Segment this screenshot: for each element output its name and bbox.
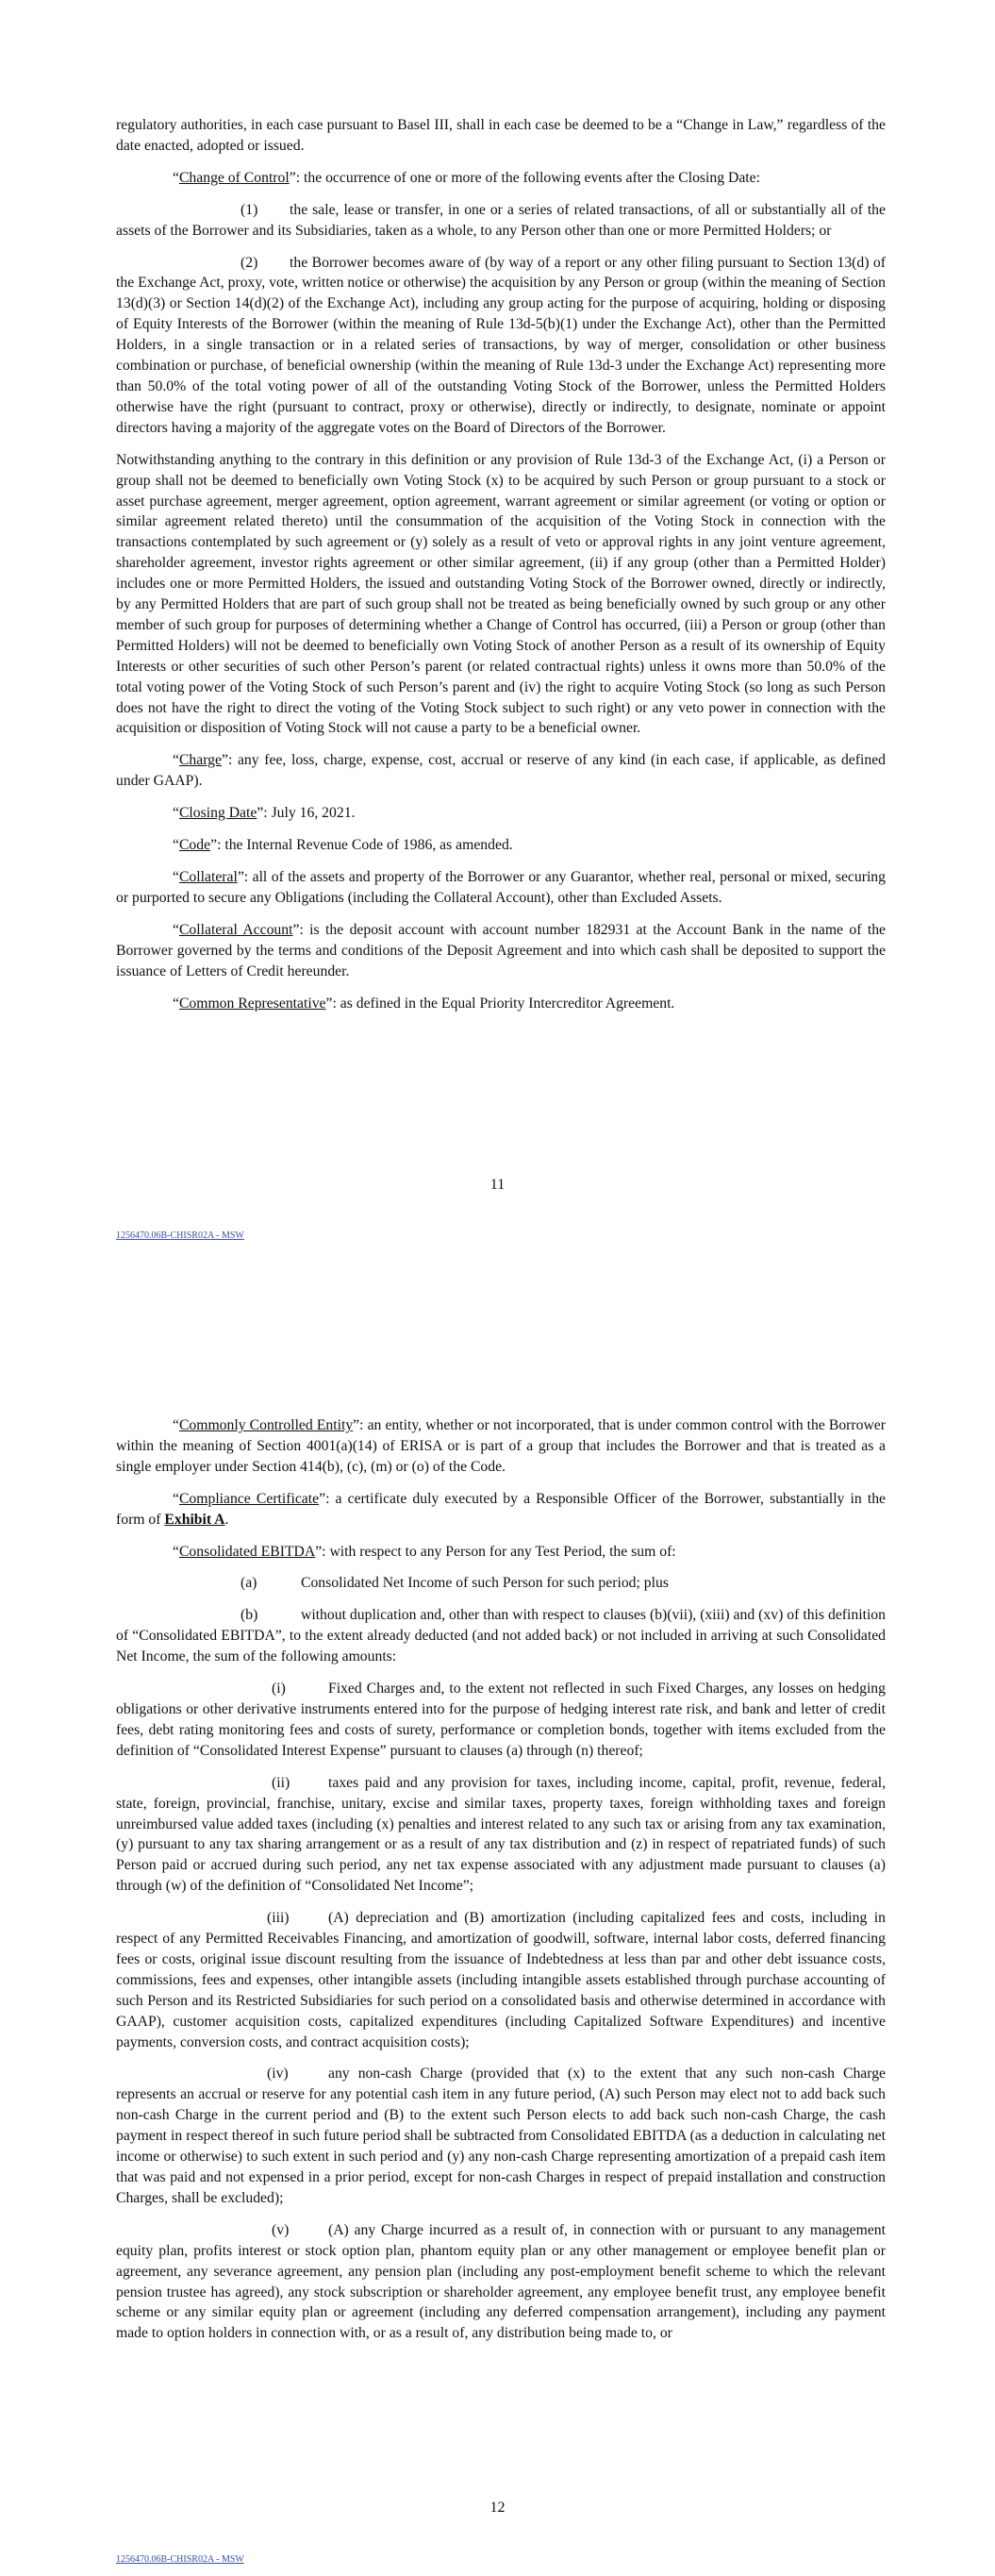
defined-term: Common Representative (178, 995, 326, 1012)
clause-text: any non-cash Charge (provided that (x) to the extent that any such non-cash Charge represents an accrual or reserve for any potential cash item in any future period, (A) such Person may elect not to add back such non-cash Charge in the current period and (B) to the extent such Person elects to add back such non-cash Charge, the cash payment in respect thereof in such future period shall be subtracted from Consolidated EBITDA (as a deduction in calculating net income or otherwise) to such extent in such period and (y) any non-cash Charge representing amortization of a prepaid cash item that was paid and not expensed in a prior period, except for non-cash Charges in respect of prepaid installation and construction Charges, shall be excluded); (116, 2066, 886, 2206)
definition-code: “Code”: the Internal Revenue Code of 1986, as amended. (173, 837, 513, 854)
clause-text: (A) any Charge incurred as a result of, in connection with or pursuant to any management equity plan, profits interest or stock option plan, phantom equity plan or any other management or employee benefit plan or agreement, any severance agreement, any pension plan (including any post-employment benefit scheme to which the relevant pension trustee has agreed), any stock subscription or shareholder agreement, any employee benefit trust, any employee benefit scheme or any similar equity plan or agreement (including any deferred compensation arrangement), including any payment made to option holders in connection with, or as a result of, any distribution being made to, or (116, 2221, 886, 2342)
clause-text: the sale, lease or transfer, in one or a series of related transactions, of all or substantially all of the assets of the Borrower and its Subsidiaries, taken as a whole, to any Person other than one or more Permitted Holders; or (116, 201, 886, 239)
definition-text: : the Internal Revenue Code of 1986, as amended. (217, 837, 513, 854)
clause-text: (A) depreciation and (B) amortization (including capitalized fees and costs, including in respect of any Permitted Receivables Financing, and amortization of goodwill, software, internal labor costs, deferred financing fees or costs, original issue discount resulting from the issuance of Indebtedness at less than par and other debt issuance costs, commissions, fees and expenses, other intangible assets (including intangible assets established through purchase accounting of such Person and its Restricted Subsidiaries for such period on a consolidated basis and otherwise determined in accordance with GAAP), customer acquisition costs, capitalized expenditures (including Capitalized Software Expenditures) and incentive payments, conversion costs, and contract acquisition costs); (116, 1910, 886, 2050)
definition-text: : as defined in the Equal Priority Intercreditor Agreement. (332, 995, 675, 1012)
clause-number: (1) (240, 201, 258, 218)
definition-collateral: “Collateral”: all of the assets and property of the Borrower or any Guarantor, whether real, personal or mixed, securing or purported to secure any Obligations (including the Collateral Account), other than Excluded Assets. (116, 869, 886, 906)
clause-iv (116, 2064, 886, 2208)
clause-a (116, 1573, 886, 1594)
clause-number: (2) (240, 254, 258, 271)
defined-term: Compliance Certificate (178, 1490, 320, 1507)
clause-1 (116, 200, 886, 242)
document-footer-link[interactable]: 1256470.06B-CHISR02A - MSW (116, 1230, 244, 1241)
defined-term: Commonly Controlled Entity (178, 1417, 354, 1433)
clause-number: (b) (240, 1607, 258, 1624)
definition-text-end: . (224, 1511, 229, 1528)
defined-term: Code (178, 837, 211, 854)
exhibit-reference: Exhibit A (164, 1511, 225, 1528)
clause-number: (ii) (272, 1774, 290, 1791)
definition-collateral-account: “Collateral Account”: is the deposit account with account number 182931 at the Account Bank in the name of the Borrower governed by the terms and conditions of the Deposit Agreement and into which cash shall be deposited to support the issuance of Letters of Credit hereunder. (116, 921, 886, 979)
page-number: 11 (489, 1177, 506, 1193)
paragraph-change-in-law-continued: regulatory authorities, in each case pursuant to Basel III, shall in each case be deemed to be a “Change in Law,” regardless of the date enacted, adopted or issued. (116, 117, 886, 154)
definition-common-representative: “Common Representative”: as defined in the Equal Priority Intercreditor Agreement. (173, 995, 675, 1012)
definition-text: : with respect to any Person for any Test Period, the sum of: (322, 1543, 676, 1560)
definition-compliance-certificate: “Compliance Certificate”: a certificate duly executed by a Responsible Officer of the Borrower, substantially in the form of Exhibit A. (116, 1490, 886, 1528)
clause-ii (116, 1773, 886, 1897)
definition-consolidated-ebitda: “Consolidated EBITDA”: with respect to any Person for any Test Period, the sum of: (173, 1543, 676, 1560)
definition-change-of-control: “Change of Control”: the occurrence of one or more of the following events after the Closing Date: (173, 169, 760, 186)
defined-term: Charge (178, 752, 222, 769)
document-footer-link[interactable]: 1256470.06B-CHISR02A - MSW (116, 2554, 244, 2565)
definition-charge: “Charge”: any fee, loss, charge, expense, cost, accrual or reserve of any kind (in each case, if applicable, as defined under GAAP). (116, 752, 886, 790)
definition-text: : is the deposit account with account number 182931 at the Account Bank in the name of the Borrower governed by the terms and conditions of the Deposit Agreement and into which cash shall be deposited to support the issuance of Letters of Credit hereunder. (116, 921, 886, 979)
clause-b (116, 1605, 886, 1667)
document-page-11 (0, 0, 995, 1246)
page-number: 12 (489, 2500, 506, 2516)
definition-text: : a certificate duly executed by a Responsible Officer of the Borrower, substantially in the form of (116, 1490, 886, 1528)
paragraph-notwithstanding: Notwithstanding anything to the contrary in this definition or any provision of Rule 13d-3 of the Exchange Act, (i) a Person or group shall not be deemed to beneficially own Voting Stock (x) to be acquired by such Person or group pursuant to a stock or asset purchase agreement, merger agreement, option agreement, warrant agreement or similar agreement (or voting or option or similar agreement related thereto) until the consummation of the acquisition of the Voting Stock in connection with the transactions contemplated by such agreement or (y) solely as a result of veto or approval rights in any joint venture agreement, shareholder agreement, investor rights agreement or other similar agreement, (ii) if any group (other than a Permitted Holder) includes one or more Permitted Holders, the issued and outstanding Voting Stock of the Borrower owned, directly or indirectly, by any Permitted Holders that are part of such group shall not be treated as being beneficially owned by such group or any other member of such group for purposes of determining whether a Change of Control has occurred, (iii) a Person or group (other than Permitted Holders) will not be deemed to beneficially own Voting Stock of another Person as a result of its ownership of Equity Interests or other securities of such other Person’s parent (or related contractual rights) unless it owns more than 50.0% of the total voting power of the Voting Stock of such Person’s parent and (iv) the right to acquire Voting Stock (so long as such Person does not have the right to direct the voting of the Voting Stock subject to such right) or any veto power in connection with the acquisition or disposition of Voting Stock will not cause a party to be a beneficial owner. (116, 451, 886, 737)
clause-number: (iii) (267, 1910, 290, 1927)
definition-text: : an entity, whether or not incorporated, that is under common control with the Borrower within the meaning of Section 4001(a)(14) of ERISA or is part of a group that includes the Borrower and that is treated as a single employer under Section 414(b), (c), (m) or (o) of the Code. (116, 1417, 886, 1475)
clause-iii (116, 1908, 886, 2052)
clause-number: (iv) (267, 2066, 289, 2083)
clause-text: Fixed Charges and, to the extent not reflected in such Fixed Charges, any losses on hedging obligations or other derivative instruments entered into for the purpose of hedging interest rate risk, and bank and letter of credit fees, debt rating monitoring fees and costs of surety, performance or completion bonds, together with items excluded from the definition of “Consolidated Interest Expense” pursuant to clauses (a) through (n) thereof; (116, 1681, 886, 1759)
clause-number: (i) (272, 1681, 286, 1698)
definition-text: : July 16, 2021. (263, 805, 356, 822)
clause-v (116, 2220, 886, 2344)
defined-term: Change of Control (178, 169, 290, 186)
definition-text: : all of the assets and property of the Borrower or any Guarantor, whether real, personal or mixed, securing or purported to secure any Obligations (including the Collateral Account), other than Excluded Assets. (116, 869, 886, 906)
definition-closing-date: “Closing Date”: July 16, 2021. (173, 805, 356, 822)
defined-term: Collateral (178, 869, 238, 885)
clause-text: taxes paid and any provision for taxes, including income, capital, profit, revenue, federal, state, foreign, provincial, franchise, unitary, excise and similar taxes, property taxes, foreign withholding taxes and foreign unreimbursed value added taxes (including (x) penalties and interest related to any such tax or arising from any tax examination, (y) pursuant to any tax sharing arrangement or as a result of any tax distribution and (z) in respect of repatriated funds) of such Person paid or accrued during such period, any net tax expense associated with any adjustment made pursuant to clauses (a) through (w) of the definition of “Consolidated Net Income”; (116, 1774, 886, 1895)
defined-term: Consolidated EBITDA (178, 1543, 316, 1560)
clause-text: without duplication and, other than with respect to clauses (b)(vii), (xiii) and (xv) of this definition of “Consolidated EBITDA”, to the extent already deducted (and not added back) or not included in arriving at such Consolidated Net Income, the sum of the following amounts: (116, 1607, 886, 1665)
definition-commonly-controlled-entity: “Commonly Controlled Entity”: an entity, whether or not incorporated, that is under common control with the Borrower within the meaning of Section 4001(a)(14) of ERISA or is part of a group that includes the Borrower and that is treated as a single employer under Section 414(b), (c), (m) or (o) of the Code. (116, 1417, 886, 1475)
clause-text: the Borrower becomes aware of (by way of a report or any other filing pursuant to Section 13(d) of the Exchange Act, proxy, vote, written notice or otherwise) the acquisition by any Person or group (within the meaning of Section 13(d)(3) or Section 14(d)(2) of the Exchange Act), including any group acting for the purpose of acquiring, holding or disposing of Equity Interests of the Borrower (within the meaning of Rule 13d-5(b)(1) under the Exchange Act), other than the Permitted Holders, in a single transaction or in a related series of transactions, by way of merger, consolidation or other business combination or purchase, of beneficial ownership (within the meaning of Rule 13d-3 under the Exchange Act) representing more than 50.0% of the total voting power of all of the outstanding Voting Stock of the Borrower, unless the Permitted Holders otherwise have the right (pursuant to contract, proxy or otherwise), directly or indirectly, to designate, nominate or appoint directors having a majority of the aggregate votes on the Board of Directors of the Borrower. (116, 254, 886, 436)
clause-number: (a) (240, 1575, 257, 1592)
defined-term: Closing Date (178, 805, 257, 822)
clause-text: Consolidated Net Income of such Person for such period; plus (301, 1575, 669, 1592)
clause-i (116, 1679, 886, 1762)
defined-term: Collateral Account (178, 921, 293, 938)
document-page-12 (0, 1373, 995, 2576)
page-body (116, 115, 886, 1025)
page-body (116, 1415, 886, 2355)
definition-text: : any fee, loss, charge, expense, cost, accrual or reserve of any kind (in each case, if applicable, as defined under GAAP). (116, 752, 886, 790)
definition-text: : the occurrence of one or more of the following events after the Closing Date: (295, 169, 760, 186)
clause-2 (116, 253, 886, 439)
clause-number: (v) (272, 2221, 290, 2238)
